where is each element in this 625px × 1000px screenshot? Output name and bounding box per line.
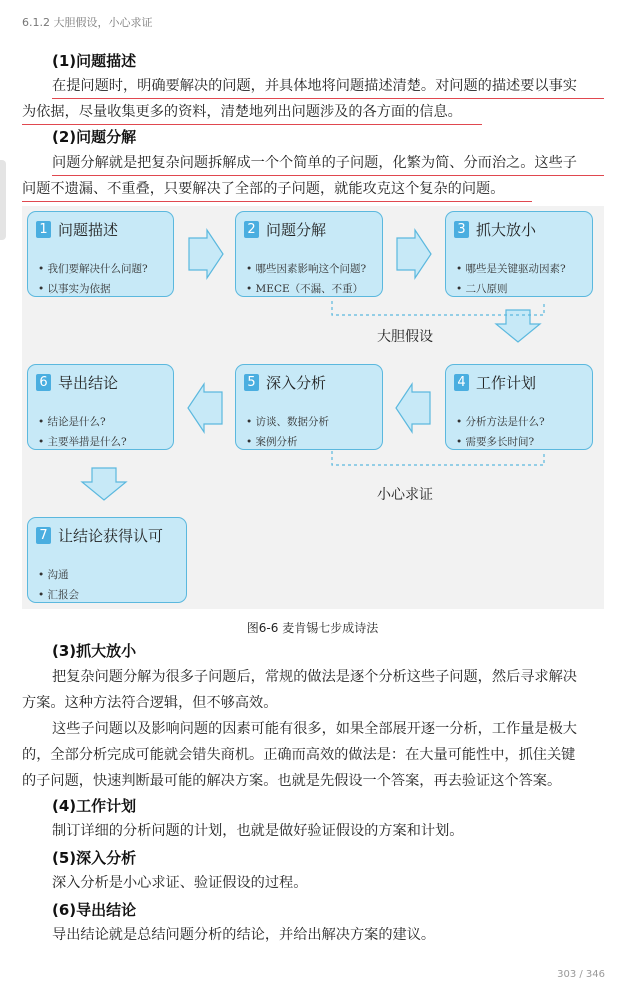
arrow-right-icon: [397, 230, 431, 278]
step-title: 问题描述: [58, 221, 119, 239]
highlight-underline: [22, 201, 532, 202]
highlight-underline: [52, 98, 604, 99]
side-scroll-tab[interactable]: [0, 160, 6, 240]
section1-line1: 在提问题时，明确要解决的问题，并具体地将问题描述清楚。对问题的描述要以事实: [52, 78, 577, 94]
step-item: • 哪些是关键驱动因素?: [456, 263, 566, 275]
highlight-underline: [22, 124, 482, 125]
step-box-5: [235, 364, 383, 450]
section1-line2: 为依据，尽量收集更多的资料，清楚地列出问题涉及的各方面的信息。: [22, 104, 462, 120]
highlight-underline: [52, 175, 604, 176]
section3-p1-line1: 把复杂问题分解为很多子问题后，常规的做法是逐个分析这些子问题，然后寻求解决: [52, 669, 577, 685]
step-title: 抓大放小: [476, 221, 537, 239]
step-title: 让结论获得认可: [58, 527, 164, 545]
section4-line1: 制订详细的分析问题的计划，也就是做好验证假设的方案和计划。: [52, 823, 464, 839]
step-number: 5: [244, 374, 259, 391]
step-box-7: [27, 517, 187, 603]
step-number: 2: [244, 221, 259, 238]
step-item: • MECE（不漏、不重）: [246, 283, 364, 295]
step-title: 深入分析: [266, 374, 327, 392]
step-item: • 以事实为依据: [38, 283, 111, 295]
step-title: 导出结论: [58, 374, 119, 392]
step-number: 7: [36, 527, 51, 544]
section-title-1: (1)问题描述: [52, 52, 137, 70]
bracket-careful-verify: [332, 451, 544, 465]
step-item: • 访谈、数据分析: [246, 416, 330, 428]
step-box-3: [445, 211, 593, 297]
section-title-6: (6)导出结论: [52, 901, 137, 919]
step-item: • 分析方法是什么?: [456, 416, 545, 428]
step-item: • 案例分析: [246, 436, 298, 448]
step-box-2: [235, 211, 383, 297]
step-number: 3: [454, 221, 469, 238]
step-item: • 二八原则: [456, 283, 508, 295]
section3-p2-line3: 的子问题，快速判断最可能的解决方案。也就是先假设一个答案，再去验证这个答案。: [22, 773, 562, 789]
step-number: 6: [36, 374, 51, 391]
annotation-careful-verify: 小心求证: [377, 487, 433, 503]
breadcrumb: 6.1.2 大胆假设，小心求证: [22, 16, 153, 29]
step-item: • 我们要解决什么问题?: [38, 263, 148, 275]
section3-p1-line2: 方案。这种方法符合逻辑，但不够高效。: [22, 695, 278, 711]
section-title-4: (4)工作计划: [52, 797, 137, 815]
step-item: • 结论是什么?: [38, 416, 106, 428]
step-title: 问题分解: [266, 221, 327, 239]
arrow-left-icon: [396, 384, 430, 432]
section-title-3: (3)抓大放小: [52, 642, 137, 660]
step-item: • 主要举措是什么?: [38, 436, 127, 448]
figure-seven-steps: [22, 206, 604, 609]
section-title-2: (2)问题分解: [52, 128, 137, 146]
step-item: • 需要多长时间?: [456, 436, 535, 448]
step-item: • 沟通: [38, 569, 69, 581]
section-title-5: (5)深入分析: [52, 849, 137, 867]
arrow-right-icon: [189, 230, 223, 278]
section3-p2-line2: 的，全部分析完成可能就会错失商机。正确而高效的做法是：在大量可能性中，抓住关键: [22, 747, 576, 763]
figure-caption: 图6-6 麦肯锡七步成诗法: [246, 621, 379, 635]
section2-line2: 问题不遗漏、不重叠，只要解决了全部的子问题，就能攻克这个复杂的问题。: [22, 181, 505, 197]
step-number: 1: [36, 221, 51, 238]
step-box-1: [27, 211, 174, 297]
section6-line1: 导出结论就是总结问题分析的结论，并给出解决方案的建议。: [52, 927, 436, 943]
section3-p2-line1: 这些子问题以及影响问题的因素可能有很多，如果全部展开逐一分析，工作量是极大: [52, 721, 577, 737]
annotation-bold-hypothesis: 大胆假设: [377, 329, 433, 345]
arrow-down-icon: [82, 468, 126, 500]
arrow-left-icon: [188, 384, 222, 432]
step-box-6: [27, 364, 174, 450]
step-item: • 汇报会: [38, 589, 80, 601]
step-title: 工作计划: [476, 374, 537, 392]
section2-line1: 问题分解就是把复杂问题拆解成一个个简单的子问题，化繁为简、分而治之。这些子: [52, 155, 577, 171]
step-box-4: [445, 364, 593, 450]
section5-line1: 深入分析是小心求证、验证假设的过程。: [52, 875, 308, 891]
step-item: • 哪些因素影响这个问题?: [246, 263, 367, 275]
step-number: 4: [454, 374, 469, 391]
page-number: 303 / 346: [557, 969, 605, 980]
